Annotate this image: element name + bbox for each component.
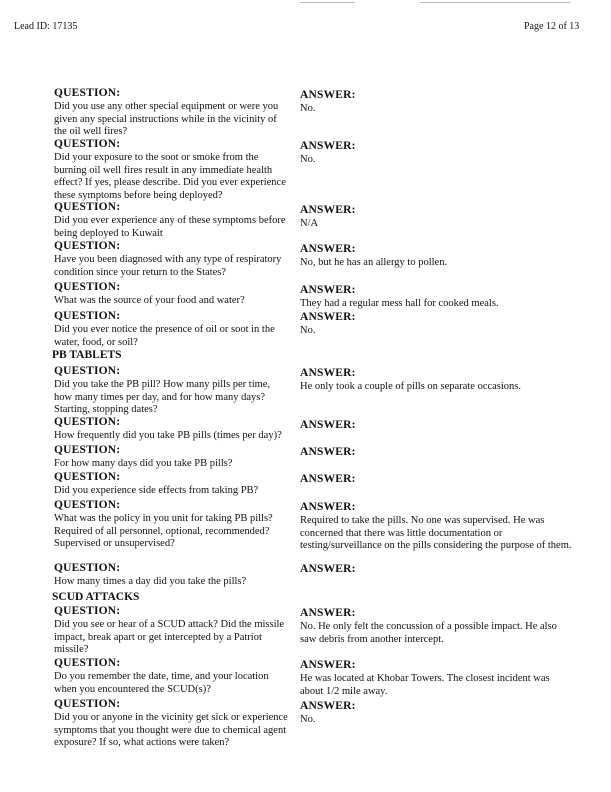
answer-block	[300, 446, 572, 460]
answer-label: ANSWER:	[300, 243, 356, 255]
question-label: QUESTION:	[54, 562, 121, 574]
answer-block	[300, 243, 572, 270]
question-text: Did your exposure to the soot or smoke from the burning oil well fires result in any immediate health effect? If yes, please describe. Did you ever experience these symptoms before being deployed?	[54, 152, 286, 201]
section-heading-scud-attacks: SCUD ATTACKS	[52, 591, 140, 603]
question-text: Did you take the PB pill? How many pills per time, how many times per day, and for how many days? Starting, stopping dates?	[54, 379, 271, 415]
question-block	[54, 444, 289, 471]
question-text: Do you remember the date, time, and your location when you encountered the SCUD(s)?	[54, 671, 269, 695]
answer-block	[300, 419, 572, 433]
question-block	[54, 499, 289, 551]
question-text: Did you or anyone in the vicinity get sick or experience symptoms that you thought were due to chemical agent exposure? If so, what actions were taken?	[54, 712, 288, 748]
question-label: QUESTION:	[54, 240, 121, 252]
answer-text: He was located at Khobar Towers. The closest incident was about 1/2 mile away.	[300, 673, 550, 697]
answer-label: ANSWER:	[300, 204, 356, 216]
question-block	[54, 416, 289, 443]
answer-text: No. He only felt the concussion of a possible impact. He also saw debris from another intercept.	[300, 621, 557, 645]
question-text: How many times a day did you take the pills?	[54, 576, 247, 587]
answer-label: ANSWER:	[300, 284, 356, 296]
answer-block	[300, 204, 572, 231]
question-label: QUESTION:	[54, 281, 121, 293]
answer-label: ANSWER:	[300, 659, 356, 671]
answer-block	[300, 659, 572, 698]
question-block	[54, 138, 289, 202]
question-label: QUESTION:	[54, 499, 121, 511]
answer-block	[300, 563, 572, 577]
question-label: QUESTION:	[54, 138, 121, 150]
question-text: Did you see or hear of a SCUD attack? Did the missile impact, break apart or get intercepted by a Patriot missile?	[54, 619, 285, 655]
question-label: QUESTION:	[54, 365, 121, 377]
question-block	[54, 471, 289, 498]
question-label: QUESTION:	[54, 657, 121, 669]
question-block	[54, 201, 289, 240]
answer-block	[300, 284, 572, 311]
question-text: Did you use any other special equipment or were you given any special instructions while in the vicinity of the oil well fires?	[54, 101, 279, 137]
answer-text: They had a regular mess hall for cooked meals.	[300, 298, 499, 309]
section-heading-pb-tablets: PB TABLETS	[52, 349, 122, 361]
answer-text: He only took a couple of pills on separate occasions.	[300, 381, 522, 392]
question-block	[54, 562, 289, 589]
answer-label: ANSWER:	[300, 367, 356, 379]
question-text: For how many days did you take PB pills?	[54, 458, 233, 469]
question-block	[54, 281, 289, 308]
answer-block	[300, 700, 572, 727]
question-label: QUESTION:	[54, 698, 121, 710]
question-label: QUESTION:	[54, 471, 121, 483]
answer-block	[300, 140, 572, 167]
question-label: QUESTION:	[54, 605, 121, 617]
question-text: What was the policy in you unit for taking PB pills? Required of all personnel, optional, recommended? Supervised or unsupervised?	[54, 513, 273, 549]
question-text: Did you ever experience any of these symptoms before being deployed to Kuwait	[54, 215, 286, 239]
answer-block	[300, 367, 572, 394]
answer-label: ANSWER:	[300, 501, 356, 513]
answer-block	[300, 607, 572, 646]
answer-label: ANSWER:	[300, 473, 356, 485]
question-block	[54, 657, 289, 696]
answer-text: Required to take the pills. No one was supervised. He was concerned that there was little documentation or testing/surveillance on the pills considering the purpose of them.	[300, 515, 572, 551]
answer-label: ANSWER:	[300, 607, 356, 619]
answer-block	[300, 89, 572, 116]
question-block	[54, 605, 289, 657]
question-label: QUESTION:	[54, 310, 121, 322]
answer-label: ANSWER:	[300, 140, 356, 152]
top-rule-right	[420, 2, 570, 3]
answer-label: ANSWER:	[300, 563, 356, 575]
top-rule-left	[300, 2, 355, 3]
question-label: QUESTION:	[54, 87, 121, 99]
answer-block	[300, 473, 572, 487]
answer-label: ANSWER:	[300, 89, 356, 101]
answer-label: ANSWER:	[300, 419, 356, 431]
answer-label: ANSWER:	[300, 700, 356, 712]
answer-block	[300, 311, 572, 338]
question-text: Have you been diagnosed with any type of respiratory condition since your return to the States?	[54, 254, 282, 278]
question-text: Did you ever notice the presence of oil or soot in the water, food, or soil?	[54, 324, 275, 348]
answer-text: N/A	[300, 218, 319, 229]
question-block	[54, 87, 289, 139]
page-number: Page 12 of 13	[524, 21, 580, 32]
answer-text: No.	[300, 714, 316, 725]
question-text: Did you experience side effects from taking PB?	[54, 485, 259, 496]
answer-label: ANSWER:	[300, 446, 356, 458]
question-block	[54, 698, 289, 750]
answer-text: No.	[300, 325, 316, 336]
question-block	[54, 310, 289, 349]
question-block	[54, 240, 289, 279]
question-block	[54, 365, 289, 417]
question-label: QUESTION:	[54, 444, 121, 456]
lead-id: Lead ID: 17135	[14, 21, 78, 32]
answer-label: ANSWER:	[300, 311, 356, 323]
question-text: What was the source of your food and water?	[54, 295, 245, 306]
answer-text: No.	[300, 154, 316, 165]
answer-block	[300, 501, 572, 553]
question-text: How frequently did you take PB pills (times per day)?	[54, 430, 282, 441]
question-label: QUESTION:	[54, 416, 121, 428]
answer-text: No.	[300, 103, 316, 114]
answer-text: No, but he has an allergy to pollen.	[300, 257, 448, 268]
question-label: QUESTION:	[54, 201, 121, 213]
